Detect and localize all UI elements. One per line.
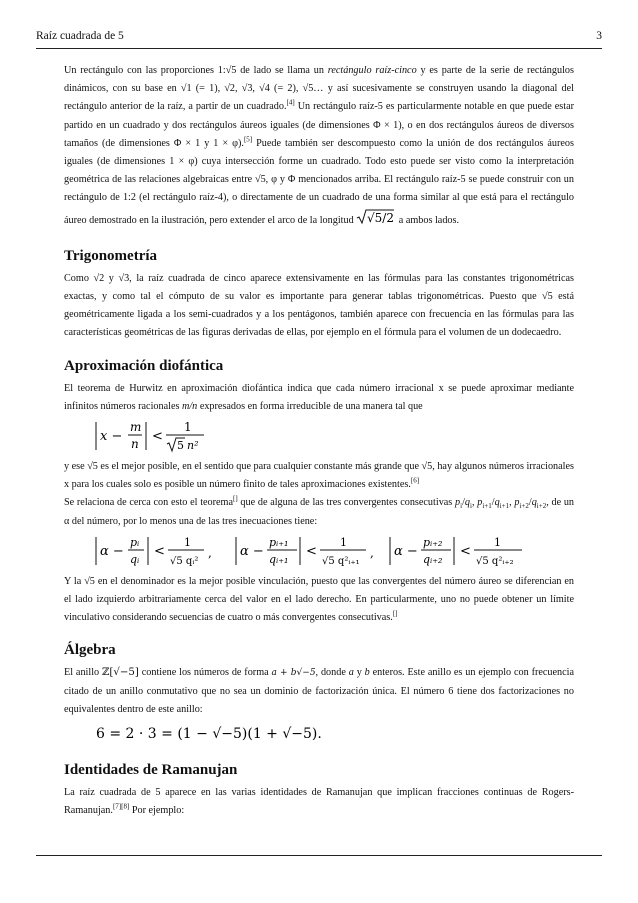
svg-text:√5 q²ᵢ₊₁: √5 q²ᵢ₊₁ (322, 555, 360, 567)
reference-link[interactable]: [5] (243, 135, 253, 144)
section-heading-aproximacion: Aproximación diofántica (64, 357, 224, 374)
svg-text:pᵢ₊₂: pᵢ₊₂ (423, 535, 443, 549)
svg-text:5: 5 (177, 439, 184, 453)
svg-text:<: < (306, 543, 317, 559)
dioph-paragraph-4: Y la √5 en el denominador es la mejor posible vinculación, puesto que las convergentes del número áureo se diferencian en el lado izquierdo arbitrariamente cerca del valor en el lado derecho. En particularmente, uno no puede obtener un límite vinculativo considerando secuencias de cuatro o más convergentes consecutivas.[] (64, 575, 574, 624)
inequality-1 (96, 536, 212, 567)
emphasis-term: rectángulo raíz-cinco (327, 65, 417, 76)
svg-text:pᵢ₊₁: pᵢ₊₁ (269, 535, 289, 549)
running-title: Raíz cuadrada de 5 (36, 30, 124, 42)
svg-text:√5/2: √5/2 (367, 210, 395, 225)
page-footer-rule (36, 855, 602, 856)
trig-paragraph: Como √2 y √3, la raíz cuadrada de cinco aparece extensivamente en las fórmulas para las constantes trigonométricas exactas, y como tal el cómputo de su valor es importante para generar tablas trigonométricas. Puesto que √5 está geométricamente ligada a los semi-cuadrados y a los pentágonos, también aparece con frecuencia en las fórmulas para las características geométricas de las figuras derivadas de ellas, por ejemplo en el fórmula para el volumen de un dodecaedro. (64, 272, 574, 339)
svg-text:n: n (131, 437, 139, 452)
ramanujan-paragraph: La raíz cuadrada de 5 aparece en las varias identidades de Ramanujan que implican fracciones continuas de Rogers-Ramanujan.[7][8] Por ejemplo: (64, 787, 574, 817)
svg-text:α −: α − (100, 543, 124, 559)
svg-text:α −: α − (240, 543, 264, 559)
reference-link[interactable]: [] (392, 609, 398, 618)
svg-text:,: , (208, 545, 212, 560)
hurwitz-inequality (92, 416, 574, 456)
page-number: 3 (596, 30, 602, 42)
svg-text:,: , (370, 545, 374, 560)
math-ring: ℤ[√−5] (101, 667, 139, 679)
svg-text:pᵢ: pᵢ (130, 535, 140, 549)
dioph-paragraph-3: Se relaciona de cerca con esto el teorema[] que de alguna de las tres convergentes consecutivas $p_i/q_i$, $p_{i+1}/q_{i+1}$, $p_{i+2}/q_{i+2}$, de un α del número, por lo menos una de las tres inecuaciones tiene: (64, 495, 575, 527)
svg-text:qᵢ₊₁: qᵢ₊₁ (269, 552, 289, 566)
section-heading-algebra: Álgebra (64, 642, 116, 659)
reference-link[interactable]: [4] (286, 99, 295, 108)
svg-text:n²: n² (187, 439, 199, 453)
six-factorization (92, 719, 574, 747)
reference-link[interactable]: [7][8] (112, 802, 130, 811)
reference-link[interactable]: [6] (410, 476, 420, 485)
svg-text:α −: α − (394, 543, 418, 559)
reference-link[interactable]: [] (233, 495, 238, 504)
svg-text:√5 qᵢ²: √5 qᵢ² (170, 555, 199, 567)
svg-text:qᵢ: qᵢ (130, 552, 140, 566)
svg-text:1: 1 (340, 535, 347, 549)
convergent-inequalities (92, 531, 574, 571)
svg-text:x −: x − (100, 429, 123, 445)
inequality-3 (390, 536, 522, 567)
svg-text:<: < (154, 543, 165, 559)
section-heading-ramanujan: Identidades de Ramanujan (64, 762, 238, 779)
svg-text:6 = 2 · 3 = (1 − √−5)(1 + √−5): 6 = 2 · 3 = (1 − √−5)(1 + √−5). (96, 726, 322, 743)
svg-text:m: m (130, 420, 142, 435)
algebra-paragraph: El anillo ℤ[√−5] contiene los números de forma a + b√−5, donde a y b enteros. Este anillo es un ejemplo con frecuencia citado de un anillo conmutativo que no sea un dominio de factorización única. El número 6 tiene dos factorizaciones no equivalentes dentro de este anillo: (64, 667, 574, 715)
section-heading-trigonometria: Trigonometría (64, 247, 158, 264)
math-sqrt5-over-2 (356, 208, 396, 233)
intro-paragraph: Un rectángulo con las proporciones 1:√5 de lado se llama un rectángulo raíz-cinco y es parte de la serie de rectángulos dinámicos, con su base en √1 (= 1), √2, √3, √4 (= 2), √5… y así sucesivamente se construyen usando la diagonal del rectángulo anterior de la raíz, a partir de un cuadrado.[4] Un rectángulo raíz-5 es particularmente notable en que puede estar partido en un cuadrado y dos rectángulos áureos iguales (de dimensiones Φ × 1), o en dos rectángulos áureos de diversos tamaños (de dimensiones Φ × 1 y 1 × φ).[5] Puede también ser descompuesto como la unión de dos rectángulos áureos iguales (de dimensiones 1 × φ) cuya intersección forme un cuadrado. Todo esto puede ser visto como la interpretación geométrica de las relaciones algebraicas entre √5, φ y Φ mencionados arriba. El rectángulo raíz-5 se puede construir con un rectángulo de 1:2 (el rectángulo raíz-4), o directamente de un cuadrado de una forma similar al que está para el rectángulo áureo demostrado en la ilustración, pero extender el arco de la longitud √5/2 a ambos lados. (64, 62, 574, 233)
dioph-paragraph-1: El teorema de Hurwitz en aproximación diofántica indica que cada número irracional x se puede aproximar mediante infinitos números racionales m/n expresados en forma irreducible de una manera tal que (64, 382, 574, 412)
svg-text:<: < (460, 543, 471, 559)
page-header (36, 28, 602, 49)
svg-text:1: 1 (494, 535, 501, 549)
svg-text:√5 q²ᵢ₊₂: √5 q²ᵢ₊₂ (476, 555, 514, 567)
math-form: a + b√−5 (271, 668, 316, 679)
inequality-2 (236, 536, 374, 567)
svg-text:<: < (152, 429, 163, 445)
article-body (64, 62, 574, 820)
svg-text:1: 1 (184, 535, 191, 549)
svg-text:1: 1 (184, 420, 192, 435)
dioph-paragraph-2: y ese √5 es el mejor posible, en el sentido que para cualquier constante más grande que √5, hay algunos números irracionales x para los cuales solo es posible un número finito de tales aproximaciones existentes.[6] (64, 461, 574, 491)
svg-text:qᵢ₊₂: qᵢ₊₂ (423, 552, 443, 566)
